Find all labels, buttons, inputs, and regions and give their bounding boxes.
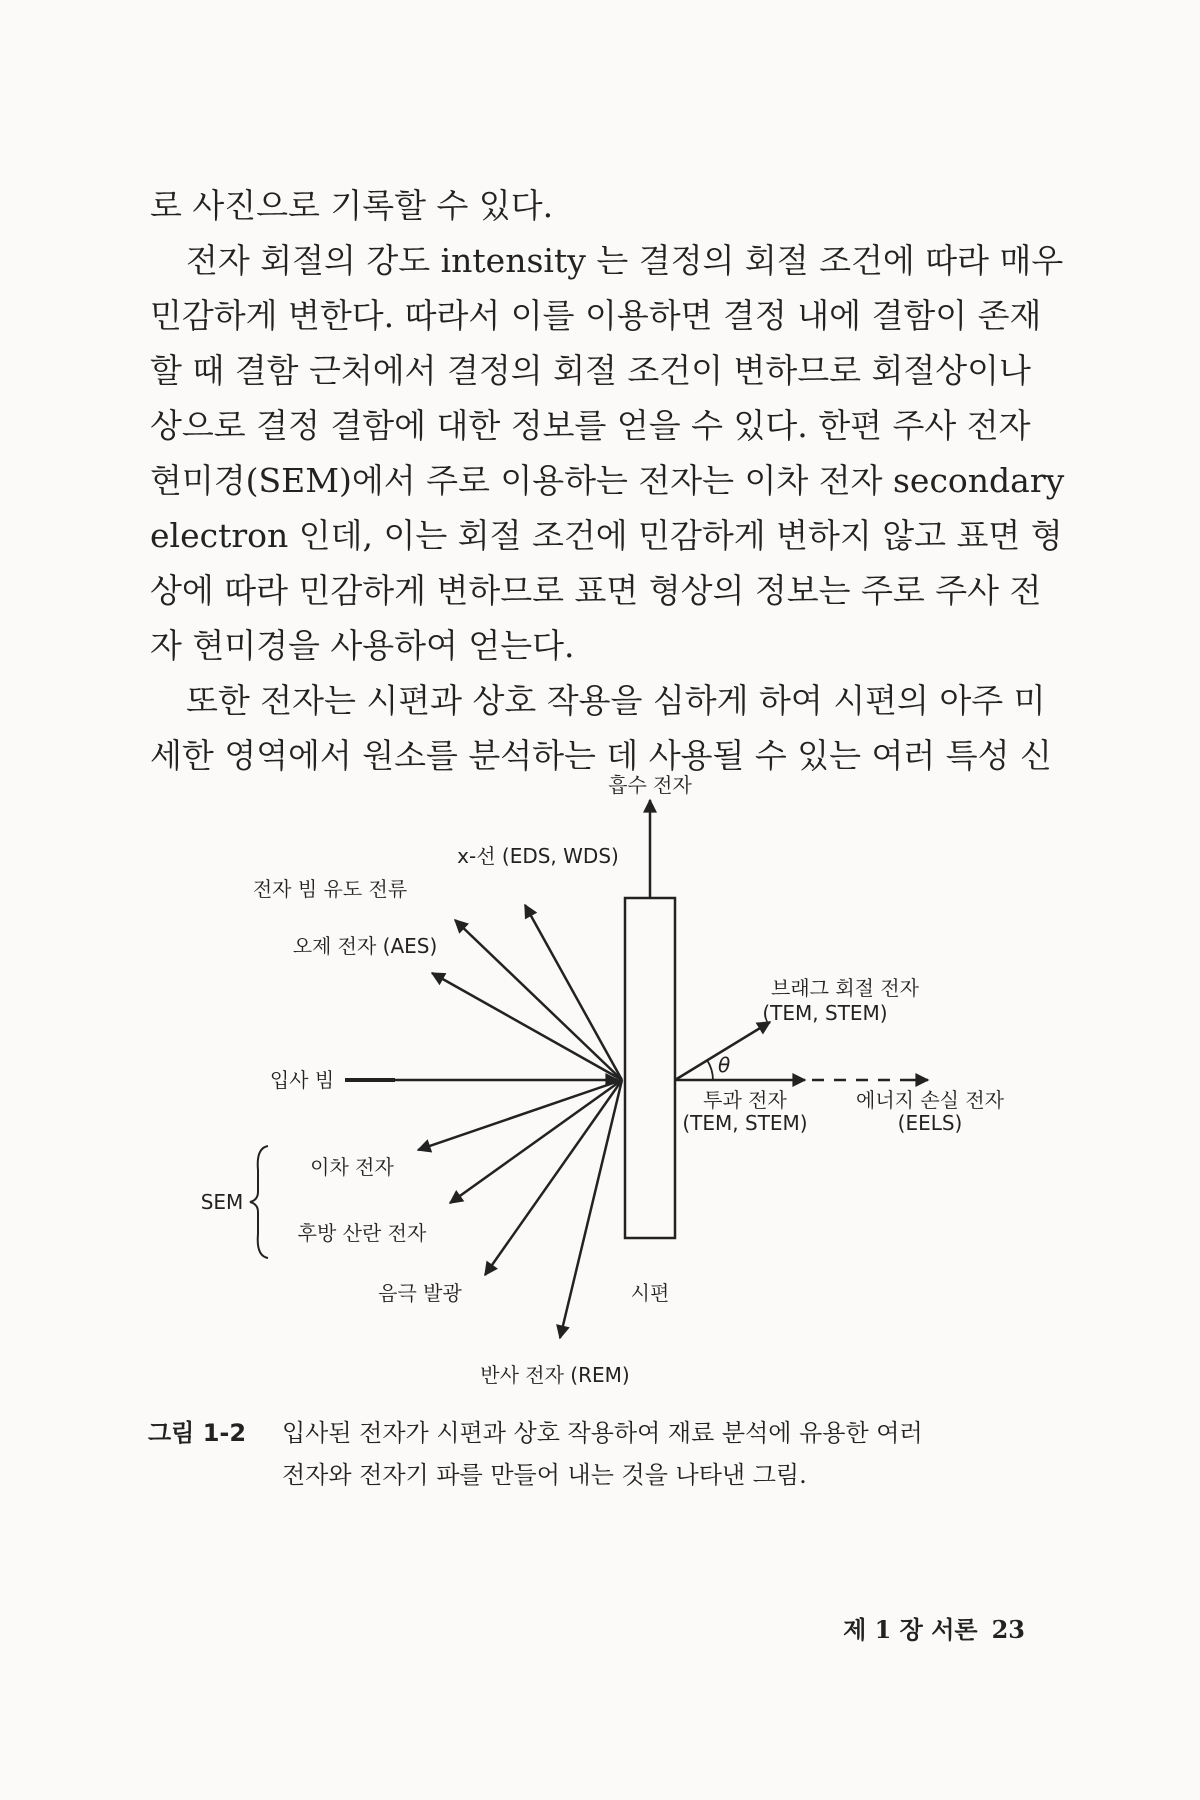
label-sem: SEM [200, 1190, 244, 1214]
paragraph [150, 178, 1030, 233]
cathodoluminescence-arrow [485, 1080, 622, 1275]
label-incident-beam: 입사 빔 [269, 1068, 335, 1092]
text-line: 상에 따라 민감하게 변하므로 표면 형상의 정보는 주로 주사 전 [150, 571, 1042, 610]
label-theta: θ [718, 1053, 731, 1077]
label-eels-1: 에너지 손실 전자 [856, 1088, 1004, 1112]
label-cathodoluminescence: 음극 발광 [378, 1281, 462, 1305]
label-xray: x-선 (EDS, WDS) [457, 844, 619, 868]
label-transmitted-2: (TEM, STEM) [682, 1111, 808, 1135]
specimen-rect [625, 898, 675, 1238]
label-eels-2: (EELS) [897, 1111, 963, 1135]
caption-line: 입사된 전자가 시편과 상호 작용하여 재료 분석에 유용한 여러 [282, 1419, 923, 1447]
text-line: 현미경(SEM)에서 주로 이용하는 전자는 이차 전자 secondary [150, 461, 1065, 500]
label-specimen: 시편 [630, 1281, 670, 1305]
text-line: 또한 전자는 시편과 상호 작용을 심하게 하여 시편의 아주 미 [186, 681, 1046, 720]
caption-text [282, 1412, 1042, 1496]
label-auger: 오제 전자 (AES) [292, 934, 438, 958]
label-reflected-electron: 반사 전자 (REM) [480, 1363, 630, 1387]
label-bragg-1: 브래그 회절 전자 [771, 976, 919, 1000]
figure-number: 그림 1-2 [148, 1419, 247, 1447]
text-line: 자 현미경을 사용하여 얻는다. [150, 626, 575, 665]
label-absorbed-electron: 흡수 전자 [608, 773, 692, 797]
figure-diagram [0, 760, 1200, 1400]
theta-arc [707, 1060, 713, 1080]
text-line: 로 사진으로 기록할 수 있다. [150, 186, 554, 225]
label-ebic: 전자 빔 유도 전류 [252, 877, 408, 901]
label-transmitted-1: 투과 전자 [703, 1088, 787, 1112]
label-backscattered-electron: 후방 산란 전자 [297, 1221, 427, 1245]
paragraph [150, 233, 1065, 673]
caption-line: 전자와 전자기 파를 만들어 내는 것을 나타낸 그림. [282, 1461, 807, 1489]
sem-brace [250, 1146, 268, 1258]
page-footer [843, 1610, 1025, 1645]
text-line: 전자 회절의 강도 intensity 는 결정의 회절 조건에 따라 매우 [186, 241, 1064, 280]
chapter-title: 제 1 장 서론 [843, 1615, 978, 1644]
page-number: 23 [991, 1615, 1025, 1644]
text-line: 세한 영역에서 원소를 분석하는 데 사용될 수 있는 여러 특성 신 [150, 736, 1052, 775]
label-bragg-2: (TEM, STEM) [762, 1001, 888, 1025]
electron-interaction-figure [0, 760, 1200, 1400]
secondary-electron-arrow [418, 1080, 622, 1150]
text-line: 할 때 결함 근처에서 결정의 회절 조건이 변하므로 회절상이나 [150, 351, 1031, 390]
text-line: 상으로 결정 결함에 대한 정보를 얻을 수 있다. 한편 주사 전자 [150, 406, 1031, 445]
label-secondary-electron: 이차 전자 [310, 1155, 394, 1179]
text-line: 민감하게 변한다. 따라서 이를 이용하면 결정 내에 결함이 존재 [150, 296, 1042, 335]
text-line: electron 인데, 이는 회절 조건에 민감하게 변하지 않고 표면 형 [150, 516, 1063, 555]
body-text [150, 178, 1065, 783]
